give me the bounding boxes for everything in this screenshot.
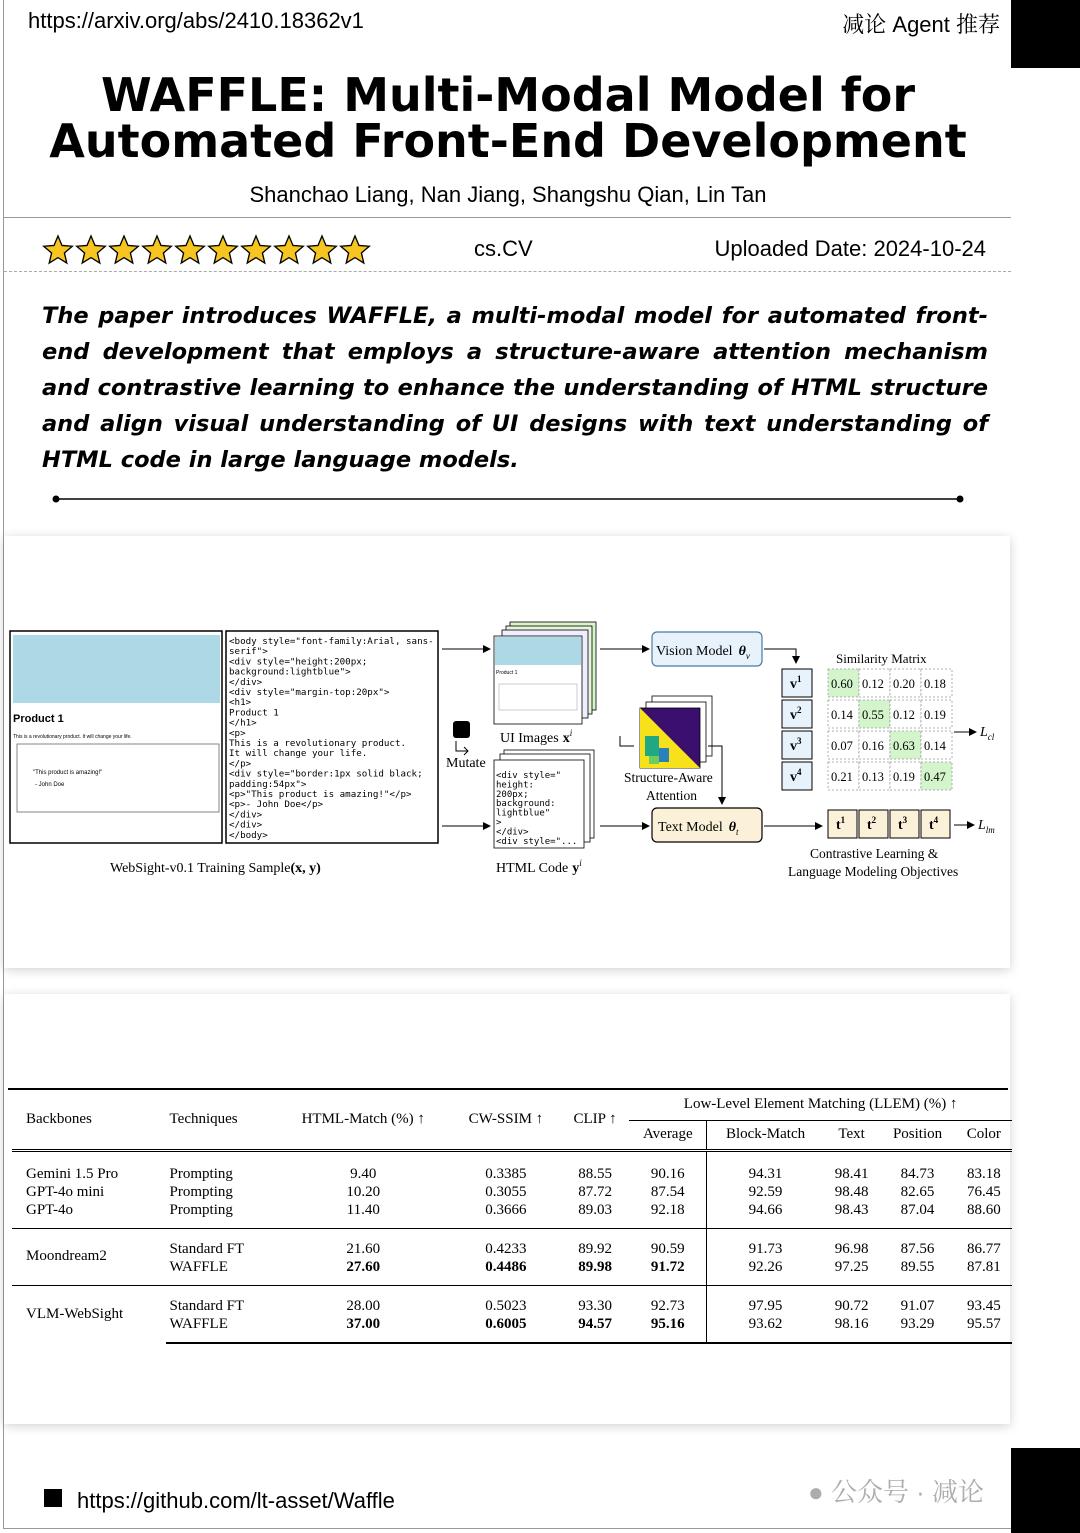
sim-value: 0.14: [924, 739, 946, 753]
cell-value: 92.59: [748, 1184, 783, 1200]
sim-value: 0.20: [893, 677, 915, 691]
vision-embeddings: [782, 669, 812, 790]
mini-code-line: </div>: [496, 827, 529, 838]
sim-value: 0.07: [831, 739, 853, 753]
sample-quote: "This product is amazing!": [33, 770, 103, 776]
code-line: <div style="margin-top:20px">: [229, 687, 390, 698]
t-embedding-label: $t^2$: [867, 815, 877, 833]
cell-value: 88.55: [561, 1150, 629, 1184]
code-line: <p>: [229, 727, 246, 739]
cell-value: 96.98: [824, 1228, 880, 1259]
attention-mask-heatmap: [640, 708, 700, 768]
code-line: </h1>: [229, 717, 257, 729]
mini-code-line: lightblue": [496, 808, 551, 819]
category: cs.CV: [474, 236, 533, 261]
sim-value: 0.55: [862, 708, 884, 722]
star-icon: [141, 234, 173, 266]
sim-value: 0.12: [893, 708, 915, 722]
code-line: </div>: [229, 676, 263, 688]
cell-technique: Standard FT: [166, 1285, 276, 1316]
cell-value: 21.60: [276, 1228, 451, 1259]
arrow-vision-to-v: [764, 649, 796, 663]
sim-value: 0.19: [924, 708, 946, 722]
table-row: [12, 1184, 1012, 1202]
mini-code-line: 200px;: [496, 789, 529, 800]
code-line: <p>"This product is amazing!"</p>: [229, 789, 412, 800]
header-clip: CLIP ↑: [573, 1110, 617, 1127]
cell-backbone: GPT-4o mini: [26, 1184, 105, 1200]
header-block-match: Block-Match: [725, 1126, 806, 1142]
arxiv-url[interactable]: https://arxiv.org/abs/2410.18362v1: [28, 8, 364, 33]
attention-label-1: Structure-Aware: [624, 770, 713, 785]
header-divider: [4, 217, 1011, 218]
star-icon: [75, 234, 107, 266]
cell-technique: WAFFLE: [169, 1259, 228, 1275]
mini-code-line: height:: [496, 780, 534, 791]
cell-value: 76.45: [966, 1184, 1001, 1200]
cell-value: 97.95: [707, 1285, 824, 1316]
cell-value: 11.40: [346, 1202, 380, 1218]
sim-value: 0.19: [893, 770, 915, 784]
cell-technique: Prompting: [169, 1184, 233, 1200]
waffle-architecture-figure: [4, 536, 1010, 968]
cell-value: 93.30: [561, 1285, 629, 1316]
star-icon: [306, 234, 338, 266]
cell-value: 92.18: [629, 1202, 707, 1229]
cell-value: 94.57: [561, 1316, 629, 1343]
code-line: padding:54px">: [229, 778, 307, 790]
header-cw-ssim: CW-SSIM ↑: [468, 1110, 544, 1127]
sim-value: 0.13: [862, 770, 884, 784]
table-row: [12, 1202, 1012, 1229]
cell-value: 89.98: [578, 1259, 612, 1275]
cell-value: 0.3385: [451, 1150, 561, 1184]
sim-value: 0.14: [831, 708, 853, 722]
summary-divider: [52, 495, 964, 503]
cell-value: 0.3055: [485, 1184, 527, 1200]
text-model-label: Text Model $\theta_t$: [658, 820, 739, 837]
code-line: </div>: [229, 809, 263, 821]
ui-image-heading: Product 1: [496, 670, 518, 676]
cell-value: 95.57: [956, 1316, 1012, 1343]
cell-technique: Standard FT: [166, 1228, 276, 1259]
mutate-arrow-icon: [456, 741, 468, 755]
cell-value: 98.43: [834, 1202, 869, 1218]
cell-value: 92.26: [748, 1259, 783, 1275]
cell-value: 95.16: [629, 1316, 707, 1343]
cell-value: 98.48: [834, 1184, 869, 1200]
code-line: <div style="height:200px;: [229, 656, 368, 668]
cell-value: 94.31: [707, 1150, 824, 1184]
figure-panel: [4, 536, 1010, 968]
code-line: <div style="border:1px solid black;: [229, 768, 423, 780]
table-row: [12, 1285, 1012, 1316]
caption-sample: WebSight-v0.1 Training Sample(x, y): [110, 861, 321, 876]
cell-value: 9.40: [276, 1150, 451, 1184]
t-embedding-label: $t^4$: [929, 815, 939, 833]
cell-technique: WAFFLE: [166, 1316, 276, 1343]
cell-value: 97.25: [834, 1259, 869, 1275]
header-color: Color: [966, 1126, 1001, 1142]
brand-label: 减论 Agent 推荐: [842, 12, 1000, 37]
cell-value: 87.04: [900, 1202, 935, 1218]
cell-value: 82.65: [900, 1184, 935, 1200]
cell-value: 10.20: [346, 1184, 381, 1200]
title-line-1: WAFFLE: Multi-Modal Model for: [100, 68, 916, 122]
watermark: [808, 1472, 984, 1509]
star-icon: [207, 234, 239, 266]
code-line: <body style="font-family:Arial, sans-: [229, 636, 434, 647]
t-embedding-label: $t^1$: [836, 815, 846, 833]
uploaded-date: Uploaded Date: 2024-10-24: [714, 236, 986, 261]
loss-lm: $L_{lm}$: [978, 818, 995, 835]
cell-value: 0.4233: [451, 1228, 561, 1259]
sample-text: This is a revolutionary product. It will change your life.: [13, 734, 132, 740]
cell-value: 93.62: [707, 1316, 824, 1343]
footer-bullet: [44, 1489, 62, 1507]
star-icon: [339, 234, 371, 266]
sim-value: 0.18: [924, 677, 946, 691]
code-line: <p>- John Doe</p>: [229, 799, 324, 811]
star-icon: [108, 234, 140, 266]
summary: The paper introduces WAFFLE, a multi-modal model for automated front-end development that employs a structure-aware attention mechanism and contrastive learning to enhance the understanding of HTML structure and align visual understanding of UI designs with text understanding of HTML code in large language models.: [42, 303, 988, 473]
code-line: background:lightblue">: [229, 666, 351, 678]
code-line: serif">: [229, 646, 268, 658]
caption-html-code: HTML Code $y^i$: [496, 858, 582, 876]
v-embedding-label: $v^1$: [790, 674, 802, 692]
mini-code-line: >: [496, 818, 502, 828]
paper-title: [0, 68, 1016, 168]
text-embeddings: [828, 810, 950, 838]
title-line-2: Automated Front-End Development: [49, 114, 967, 168]
authors: Shanchao Liang, Nan Jiang, Shangshu Qian, Lin Tan: [249, 182, 767, 207]
cell-value: 94.66: [748, 1202, 783, 1218]
ui-image-banner: [495, 637, 581, 665]
loss-cl: $L_{cl}$: [980, 725, 995, 742]
code-line: <h1>: [229, 697, 252, 709]
sim-value: 0.12: [862, 677, 884, 691]
star-icon: [174, 234, 206, 266]
meta-divider: [4, 271, 1011, 272]
cell-value: 27.60: [346, 1259, 381, 1275]
sim-value: 0.21: [831, 770, 853, 784]
cell-value: 91.73: [707, 1228, 824, 1259]
corner-block-top: [1011, 0, 1080, 68]
star-icon: [240, 234, 272, 266]
code-line: </div>: [229, 819, 263, 831]
cell-value: 90.59: [629, 1228, 707, 1259]
cell-value: 98.41: [824, 1150, 880, 1184]
v-embedding-label: $v^3$: [790, 736, 802, 754]
cell-value: 86.77: [956, 1228, 1012, 1259]
sample-author: - John Doe: [35, 782, 65, 788]
sample-heading: Product 1: [13, 713, 64, 725]
cell-value: 93.45: [956, 1285, 1012, 1316]
code-line: This is a revolutionary product.: [229, 738, 407, 749]
cell-value: 0.4486: [485, 1259, 527, 1275]
code-line: </p>: [229, 758, 252, 770]
mini-code-line: <div style="...: [496, 836, 578, 847]
sim-value: 0.60: [831, 677, 853, 691]
results-panel: [4, 994, 1010, 1424]
cell-value: 83.18: [956, 1150, 1012, 1184]
code-line: It will change your life.: [229, 748, 368, 760]
cell-value: 87.56: [879, 1228, 955, 1259]
header-position: Position: [892, 1126, 943, 1142]
github-url[interactable]: https://github.com/lt-asset/Waffle: [77, 1488, 395, 1513]
right-margin: [1011, 68, 1080, 1448]
cell-value: 89.92: [561, 1228, 629, 1259]
cell-backbone: VLM-WebSight: [12, 1285, 166, 1343]
cell-backbone: Gemini 1.5 Pro: [12, 1150, 166, 1184]
similarity-matrix: [828, 669, 952, 790]
cell-technique: Prompting: [166, 1150, 276, 1184]
cell-value: 91.72: [629, 1259, 707, 1286]
cell-backbone: GPT-4o: [26, 1202, 73, 1218]
header-backbones: Backbones: [26, 1110, 92, 1127]
table-row: [12, 1150, 1012, 1184]
header-average: Average: [629, 1120, 707, 1150]
similarity-title: Similarity Matrix: [836, 651, 927, 666]
results-body: [12, 1150, 1012, 1343]
sim-value: 0.47: [924, 770, 946, 784]
header-text: Text: [838, 1126, 865, 1142]
cell-backbone: Moondream2: [12, 1228, 166, 1285]
star-icon: [42, 234, 74, 266]
header-html-match: HTML-Match (%) ↑: [301, 1110, 425, 1127]
attention-label-2: Attention: [646, 788, 697, 803]
v-embedding-label: $v^2$: [790, 705, 802, 723]
cell-value: 90.16: [629, 1150, 707, 1184]
cell-value: 0.5023: [451, 1285, 561, 1316]
cell-value: 37.00: [276, 1316, 451, 1343]
cell-value: 0.6005: [451, 1316, 561, 1343]
table-row: [12, 1228, 1012, 1259]
sample-banner: [13, 635, 220, 703]
cell-value: 87.81: [966, 1259, 1001, 1275]
cell-value: 98.16: [824, 1316, 880, 1343]
wechat-icon: ●: [808, 1477, 824, 1507]
vision-model-label: Vision Model $\theta_v$: [656, 644, 750, 661]
cell-value: 89.55: [900, 1259, 935, 1275]
rating-stars: [42, 234, 371, 266]
results-table: [12, 1090, 1012, 1344]
mini-code-line: background:: [496, 799, 556, 810]
mini-code-line: <div style=": [496, 771, 562, 781]
cell-value: 87.72: [578, 1184, 612, 1200]
cell-value: 91.07: [879, 1285, 955, 1316]
header-techniques: Techniques: [169, 1110, 238, 1127]
t-embedding-label: $t^3$: [898, 815, 908, 833]
corner-block-bottom: [1011, 1448, 1080, 1533]
code-line: </body>: [229, 829, 268, 841]
cell-value: 88.60: [966, 1202, 1001, 1218]
cell-value: 0.3666: [485, 1202, 527, 1218]
cell-value: 89.03: [578, 1202, 612, 1218]
cell-value: 92.73: [629, 1285, 707, 1316]
objective-label-2: Language Modeling Objectives: [788, 864, 959, 879]
caption-ui-images: UI Images $x^i$: [500, 728, 573, 746]
cell-value: 93.29: [879, 1316, 955, 1343]
v-embedding-label: $v^4$: [790, 767, 802, 785]
cell-value: 87.54: [629, 1184, 707, 1202]
cell-value: 90.72: [824, 1285, 880, 1316]
mutate-icon: [453, 721, 470, 738]
objective-label-1: Contrastive Learning &: [810, 846, 939, 861]
sim-value: 0.16: [862, 739, 884, 753]
cell-technique: Prompting: [169, 1202, 233, 1218]
mutate-label: Mutate: [446, 756, 486, 771]
cell-value: 84.73: [879, 1150, 955, 1184]
attention-left-bracket: [620, 736, 634, 746]
watermark-text: 公众号 · 减论: [830, 1477, 985, 1507]
star-icon: [273, 234, 305, 266]
sim-value: 0.63: [893, 739, 915, 753]
header-llem: Low-Level Element Matching (LLEM) (%) ↑: [629, 1090, 1012, 1120]
code-line: Product 1: [229, 707, 279, 719]
cell-value: 28.00: [276, 1285, 451, 1316]
